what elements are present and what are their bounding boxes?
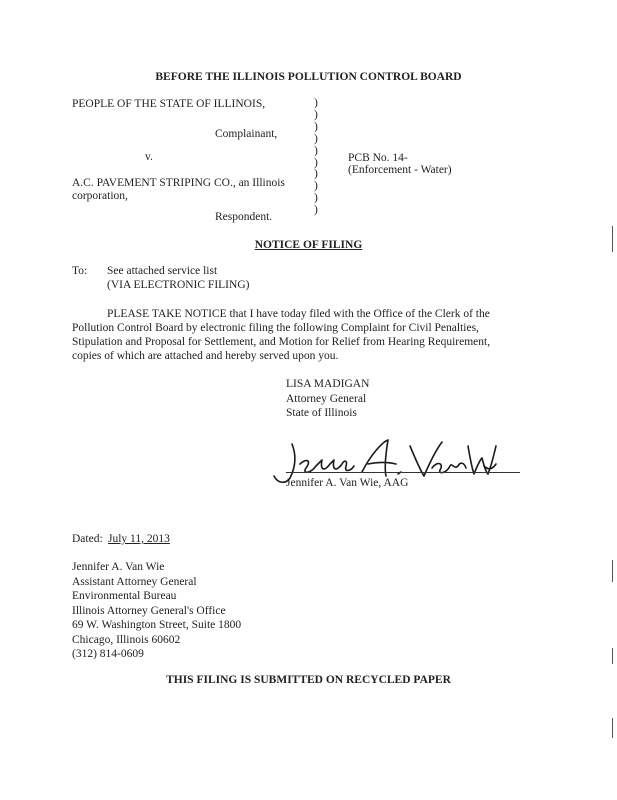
plaintiff-name: PEOPLE OF THE STATE OF ILLINOIS, <box>72 98 266 110</box>
signatory-name: LISA MADIGAN <box>286 378 370 390</box>
contact-line: Environmental Bureau <box>72 590 177 602</box>
scan-mark <box>612 648 613 664</box>
to-method: (VIA ELECTRONIC FILING) <box>107 279 250 291</box>
to-label: To: <box>72 265 88 277</box>
caption-paren: ) <box>314 180 318 193</box>
recycled-paper-footer: THIS FILING IS SUBMITTED ON RECYCLED PAPER <box>166 674 451 686</box>
caption-paren: ) <box>314 120 318 133</box>
contact-line: Assistant Attorney General <box>72 575 197 588</box>
body-line: PLEASE TAKE NOTICE that I have today filed with the Office of the Clerk of the <box>107 308 490 320</box>
caption-paren: ) <box>314 168 318 181</box>
signer-printed-name: Jennifer A. Van Wie, AAG <box>286 477 409 489</box>
contact-line: 69 W. Washington Street, Suite 1800 <box>72 619 242 631</box>
caption-paren: ) <box>314 108 318 121</box>
case-number: PCB No. 14- <box>348 152 408 164</box>
scan-mark <box>612 560 613 582</box>
versus-label: v. <box>145 151 153 163</box>
caption-paren: ) <box>314 144 318 157</box>
caption-paren: ) <box>314 97 318 109</box>
scan-mark <box>612 226 613 252</box>
dated-label: Dated: <box>72 533 103 545</box>
signatory-title: Attorney General <box>286 392 367 405</box>
board-title: BEFORE THE ILLINOIS POLLUTION CONTROL BOARD <box>155 71 462 83</box>
caption-paren: ) <box>314 204 318 217</box>
scan-mark <box>612 718 613 738</box>
caption-paren: ) <box>314 156 318 169</box>
plaintiff-role: Complainant, <box>215 128 278 140</box>
contact-line: Jennifer A. Van Wie <box>72 561 165 573</box>
notice-heading: NOTICE OF FILING <box>254 239 363 251</box>
caption-parentheses <box>314 98 318 217</box>
dated-date: July 11, 2013 <box>108 533 170 545</box>
contact-line: (312) 814-0609 <box>72 648 144 660</box>
contact-line: Illinois Attorney General's Office <box>72 604 226 617</box>
body-line: copies of which are attached and hereby served upon you. <box>72 350 339 362</box>
body-line: Stipulation and Proposal for Settlement, and Motion for Relief from Hearing Requirement, <box>72 336 491 348</box>
caption-paren: ) <box>314 192 318 205</box>
respondent-name-line2: corporation, <box>72 190 128 202</box>
respondent-role: Respondent. <box>215 211 273 223</box>
contact-line: Chicago, Illinois 60602 <box>72 633 181 646</box>
respondent-name-line1: A.C. PAVEMENT STRIPING CO., an Illinois <box>72 177 285 189</box>
signatory-state: State of Illinois <box>286 407 357 419</box>
to-recipient: See attached service list <box>107 265 218 277</box>
signatory-block <box>286 377 369 421</box>
caption-paren: ) <box>314 132 318 145</box>
signature-line <box>286 472 520 473</box>
case-type: (Enforcement - Water) <box>348 164 452 176</box>
body-line: Pollution Control Board by electronic filing the following Complaint for Civil Penalties, <box>72 322 479 334</box>
contact-block <box>72 560 241 662</box>
